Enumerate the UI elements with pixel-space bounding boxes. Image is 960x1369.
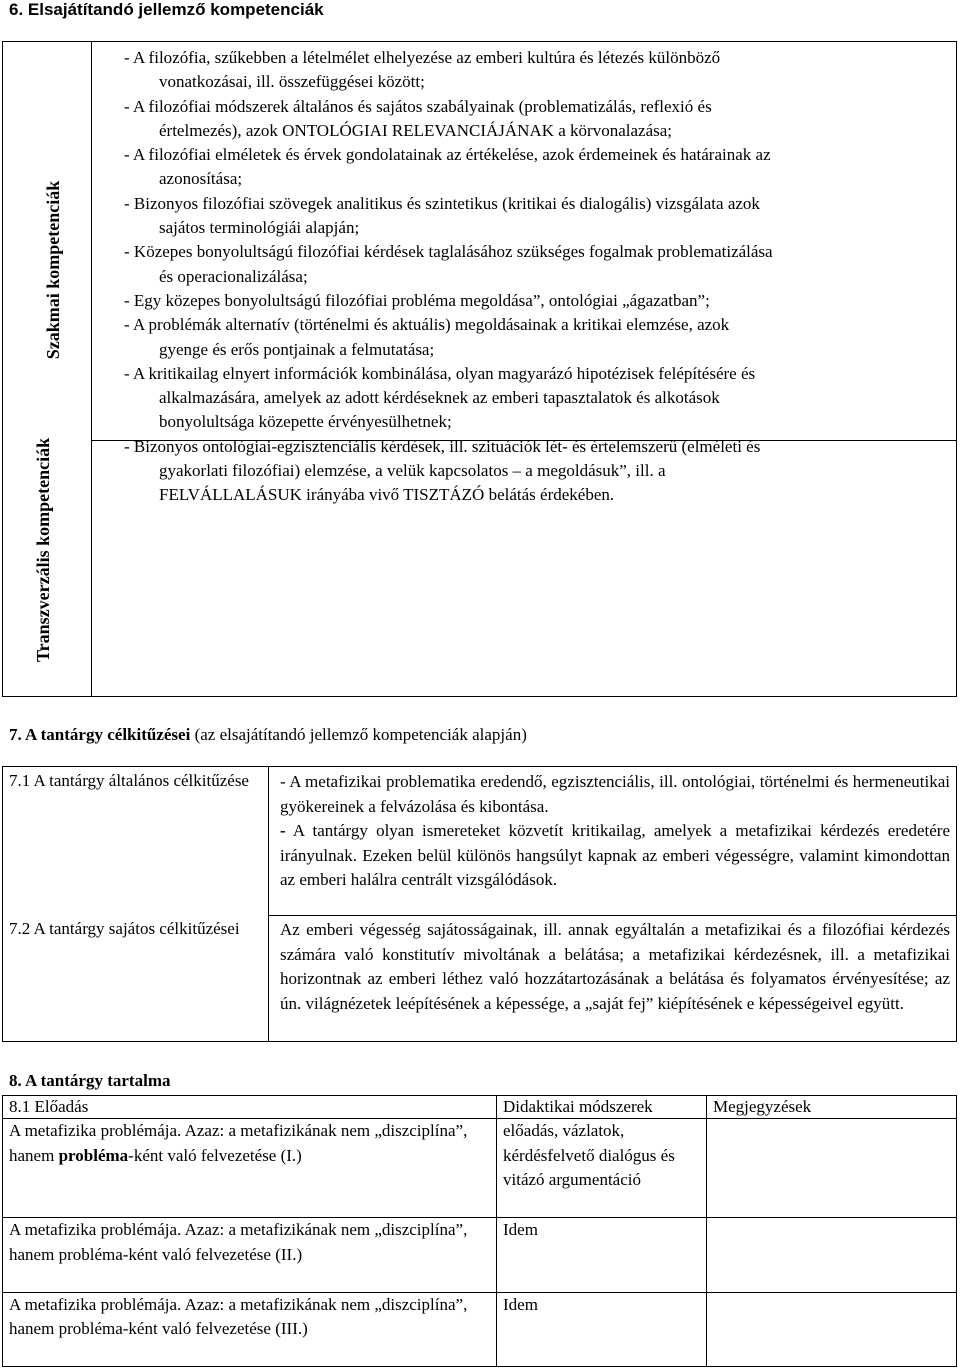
specific-objectives-text: Az emberi végesség sajátosságainak, ill. annak egyáltalán a metafizikai és a filozófiai kérdezés számára való konstitutív mivoltának a belátása; a metafizikai kérdezésnek, ill. a metafizikai horizontnak az emberi léthez való hozzátartozásának a belátása és folyamatos érvényesítése; az ún. világnézetek leépítésének a képessége, a „saját fej” kiépítésének e képességeivel együtt. <box>280 920 950 1013</box>
topic-bold: probléma <box>58 1145 129 1165</box>
competency-item <box>124 313 954 362</box>
competency-continuation: gyenge és erős pontjainak a felmutatása; <box>159 339 435 359</box>
objectives-row-divider <box>269 915 956 916</box>
competency-item <box>124 95 954 144</box>
competency-item <box>124 483 954 507</box>
header-notes: Megjegyzések <box>707 1096 957 1119</box>
lecture-method: előadás, vázlatok, kérdésfelvető dialógus és vitázó argumentáció <box>497 1119 707 1218</box>
section-6-title: 6. Elsajátítandó jellemző kompetenciák <box>9 0 324 19</box>
lecture-note <box>707 1119 957 1218</box>
paragraph-2-text: A tantárgy olyan ismereteket közvetít kritikailag, amelyek a metafizikai kérdezés eredetére irányulnak. Ezeken belül különös hangsúlyt kapnak az emberi végességre, valamint kimondottan az emberi halálra centrált vizsgálódások. <box>280 821 950 890</box>
competency-continuation: FELVÁLLALÁSUK irányába vivő TISZTÁZÓ belátás érdekében. <box>159 485 615 505</box>
competency-item <box>124 410 954 434</box>
general-objective-paragraph-2 <box>280 819 950 893</box>
specific-objectives-label: 7.2 A tantárgy sajátos célkitűzései <box>9 919 240 938</box>
table-row <box>3 1218 957 1292</box>
competency-item <box>124 240 954 289</box>
competency-item <box>124 435 954 484</box>
lecture-note <box>707 1292 957 1366</box>
competency-item <box>124 289 954 313</box>
section-7-title <box>9 724 527 746</box>
lecture-method: Idem <box>497 1218 707 1292</box>
competency-line: - A filozófiai módszerek általános és sajátos szabályainak (problematizálás, reflexió és <box>124 96 712 116</box>
competencies-table <box>2 41 957 697</box>
general-objective-label: 7.1 A tantárgy általános célkitűzése <box>9 771 249 790</box>
competency-row-divider <box>92 440 956 441</box>
course-content-table <box>2 1095 957 1367</box>
competency-continuation: és operacionalizálása; <box>159 266 308 286</box>
competency-line: - Egy közepes bonyolultságú filozófiai probléma megoldása”, ontológiai „ágazatban”; <box>124 290 710 310</box>
competency-line: - Közepes bonyolultságú filozófiai kérdések taglalásához szükséges fogalmak problematizálása <box>124 242 773 262</box>
table-row <box>3 1119 957 1218</box>
objectives-labels-column <box>3 767 269 1041</box>
competency-item <box>124 143 954 192</box>
transversal-competencies-label <box>31 437 55 662</box>
lecture-topic <box>3 1119 497 1218</box>
general-objective-text <box>280 770 950 893</box>
section-8-title: 8. A tantárgy tartalma <box>9 1071 171 1090</box>
competency-continuation: gyakorlati filozófiai) elemzése, a velük kapcsolatos – a megoldásuk”, ill. a <box>159 461 666 481</box>
competency-continuation: vonatkozásai, ill. összefüggései között; <box>159 72 425 92</box>
header-methods: Didaktikai módszerek <box>497 1096 707 1119</box>
objectives-table <box>2 766 957 1042</box>
general-objective-paragraph-1: - A metafizikai problematika eredendő, egzisztenciális, ill. ontológiai, történelmi és hermeneutikai gyökereinek a felvázolása és kibontása. <box>280 772 950 816</box>
section-7-title-bold: 7. A tantárgy célkitűzései <box>9 725 191 744</box>
competency-labels-column <box>3 42 92 696</box>
competency-line: - A filozófiai elméletek és érvek gondolatainak az értékelése, azok érdemeinek és határainak az <box>124 145 771 165</box>
transversal-label-text: Transzverzális kompetenciák <box>33 437 53 662</box>
competency-item <box>124 192 954 241</box>
competency-item <box>124 362 954 411</box>
competency-line: - Bizonyos ontológiai-egzisztenciális kérdések, ill. szituációk lét- és értelemszerű (elméleti és <box>124 436 761 456</box>
header-lecture: 8.1 Előadás <box>3 1096 497 1119</box>
competency-continuation: alkalmazására, amelyek az adott kérdéseknek az emberi tapasztalatok és alkotások <box>159 388 720 408</box>
topic-rest: -ként való felvezetése (I.) <box>128 1145 302 1165</box>
table-row <box>3 1292 957 1366</box>
competency-list <box>124 46 954 508</box>
competency-line: - Bizonyos filozófiai szövegek analitikus és szintetikus (kritikai és dialogális) vizsgálata azok <box>124 193 760 213</box>
lecture-topic: A metafizika problémája. Azaz: a metafizikának nem „diszciplína”, hanem probléma-ként való felvezetése (III.) <box>3 1292 497 1366</box>
competency-line: - A kritikailag elnyert információk kombinálása, olyan magyarázó hipotézisek felépítésére és <box>124 363 756 383</box>
topic-text: A metafizika problémája. Azaz: a metafizikának nem „diszciplína”, hanem <box>9 1121 468 1165</box>
competency-line: - A problémák alternatív (történelmi és aktuális) megoldásainak a kritikai elemzése, azok <box>124 315 730 335</box>
competency-continuation: bonyolultsága közepette érvényesülhetnek; <box>159 412 452 432</box>
paragraph-dash: - <box>280 821 286 841</box>
section-7-title-rest: (az elsajátítandó jellemző kompetenciák alapján) <box>190 725 527 744</box>
lecture-topic: A metafizika problémája. Azaz: a metafizikának nem „diszciplína”, hanem probléma-ként való felvezetése (II.) <box>3 1218 497 1292</box>
lecture-note <box>707 1218 957 1292</box>
content-table-header-row <box>3 1096 957 1119</box>
competency-continuation: sajátos terminológiái alapján; <box>159 218 360 238</box>
competency-line: - A filozófia, szűkebben a lételmélet elhelyezése az emberi kultúra és létezés különböző <box>124 48 721 67</box>
competency-item <box>124 46 954 95</box>
competency-continuation: azonosítása; <box>159 169 243 189</box>
lecture-method: Idem <box>497 1292 707 1366</box>
professional-competencies-label: Szakmai kompetenciák <box>43 180 63 360</box>
competency-continuation: értelmezés), azok ONTOLÓGIAI RELEVANCIÁJÁNAK a körvonalazása; <box>159 120 672 140</box>
